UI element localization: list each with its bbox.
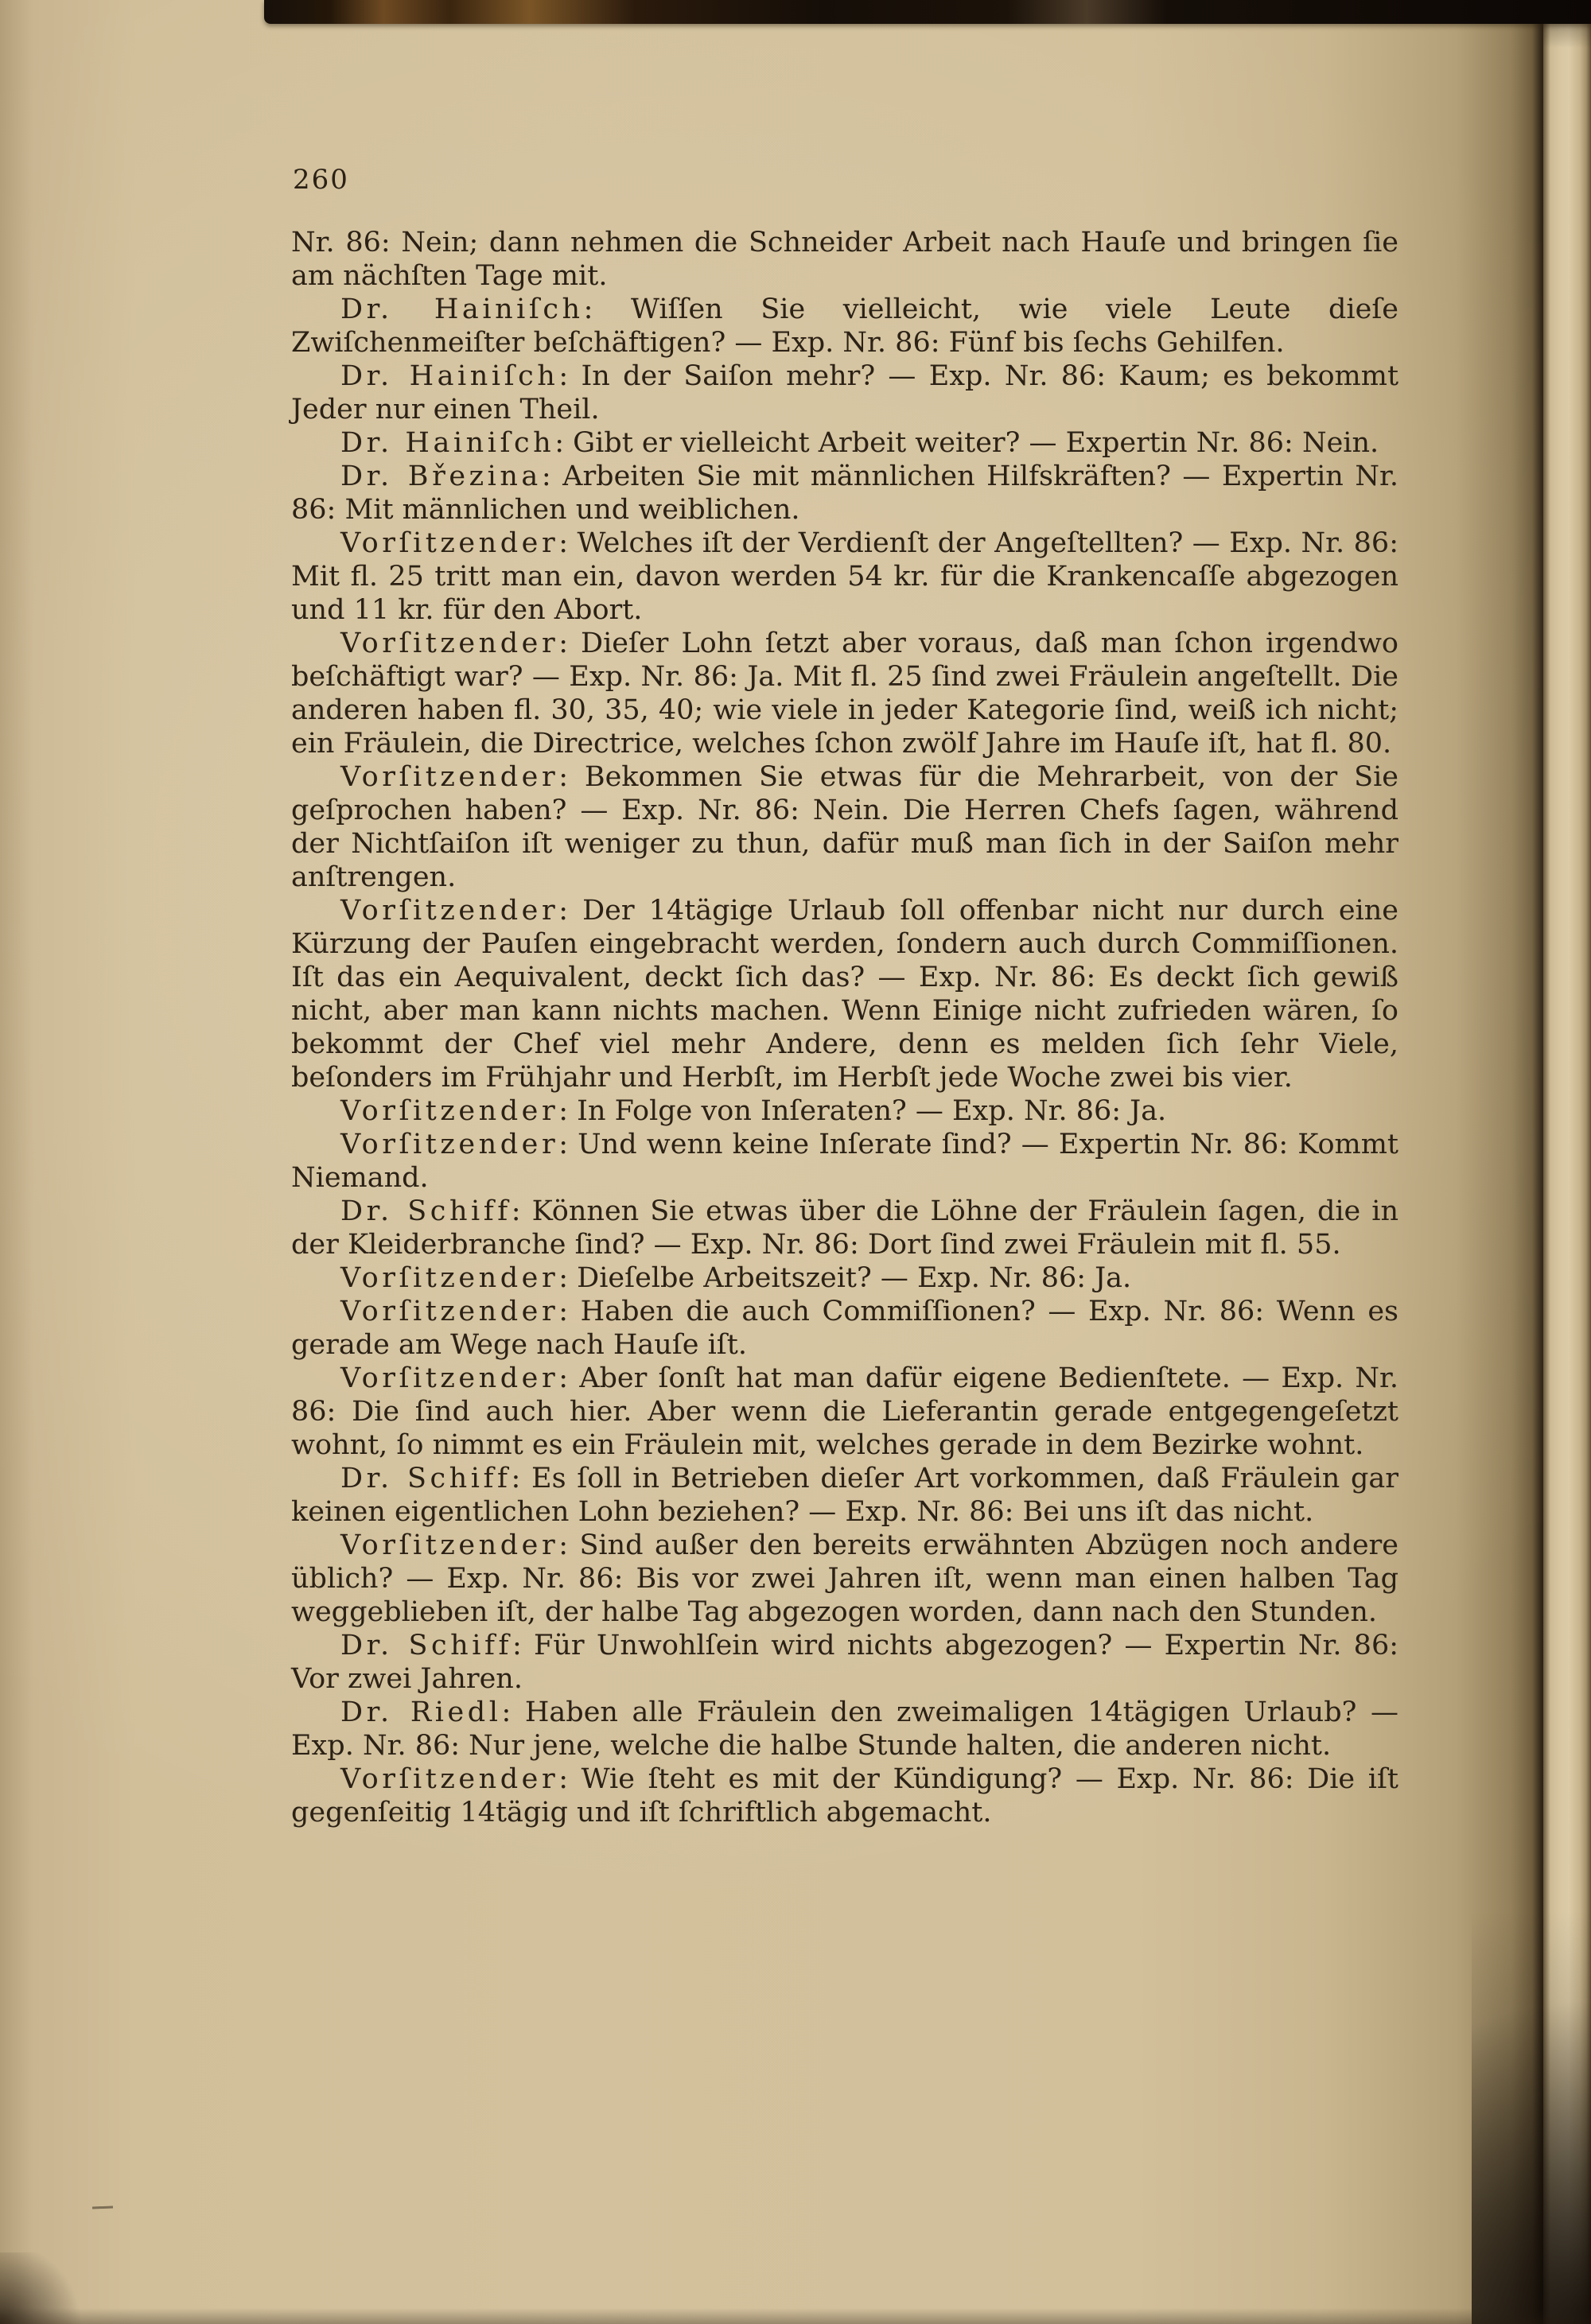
speaker-name: Vorſitzender [340,1529,559,1561]
speaker-name: Vorſitzender [340,1262,559,1294]
speaker-name: Dr. Hainiſch [340,360,559,392]
paragraph: Vorſitzender: In Folge von Inſeraten? — Exp. Nr. 86: Ja. [340,1095,1167,1127]
book-top-edge [264,0,1591,24]
speaker-name: Vorſitzender [340,1362,559,1394]
text-block [291,226,1398,1829]
page-bottom-right-shadow [1472,1910,1591,2324]
speaker-name: Dr. Schiff [340,1630,513,1661]
paragraph: Vorſitzender: Welches iſt der Verdienſt der Angeſtellten? — Exp. Nr. 86: Mit fl. 25 tritt man ein, davon werden 54 kr. für die Krankencaſſe abgezogen und 11 kr. für den Abort. [291,527,1398,626]
speaker-name: Vorſitzender [340,1763,559,1795]
paragraph: Vorſitzender: Wie ſteht es mit der Kündigung? — Exp. Nr. 86: Die iſt gegenſeitig 14tägig und iſt ſchriftlich abgemacht. [291,1763,1398,1828]
paragraph: Dr. Hainiſch: Gibt er vielleicht Arbeit weiter? — Expertin Nr. 86: Nein. [340,427,1379,459]
paragraph: Vorſitzender: Dieſer Lohn ſetzt aber voraus, daß man ſchon irgendwo beſchäftigt war? — Exp. Nr. 86: Ja. Mit fl. 25 ſind zwei Fräulein angeſtellt. Die anderen haben fl. 30, 35, 40; wie viele in jeder Kategorie ſind, weiß ich nicht; ein Fräulein, die Directrice, welches ſchon zwölf Jahre im Hauſe iſt, hat fl. 80. [291,628,1398,760]
paragraph: Vorſitzender: Sind außer den bereits erwähnten Abzügen noch andere üblich? — Exp. Nr. 86: Bis vor zwei Jahren iſt, wenn man einen halben Tag weggeblieben iſt, der halbe Tag abgezogen worden, dann nach den Stunden. [291,1529,1398,1628]
speaker-name: Dr. Březina [340,461,542,492]
paragraph: Vorſitzender: Haben die auch Commiſſionen? — Exp. Nr. 86: Wenn es gerade am Wege nach Hauſe iſt. [291,1296,1398,1361]
paragraph: Dr. Hainiſch: Wiſſen Sie vielleicht, wie viele Leute dieſe Zwiſchenmeiſter beſchäftigen? — Exp. Nr. 86: Fünf bis ſechs Gehilfen. [291,293,1398,359]
paragraph: Vorſitzender: Und wenn keine Inſerate ſind? — Expertin Nr. 86: Kommt Niemand. [291,1129,1398,1194]
paragraph: Vorſitzender: Der 14tägige Urlaub ſoll offenbar nicht nur durch eine Kürzung der Pauſen eingebracht werden, ſondern auch durch Commiſſionen. Iſt das ein Aequivalent, deckt ſich das? — Exp. Nr. 86: Es deckt ſich gewiß nicht, aber man kann nichts machen. Wenn Einige nicht zufrieden wären, ſo bekommt der Chef viel mehr Andere, denn es melden ſich ſehr Viele, beſonders im Frühjahr und Herbſt, im Herbſt jede Woche zwei bis vier. [291,895,1398,1094]
speaker-name: Vorſitzender [340,628,559,659]
speaker-name: Vorſitzender [340,1296,559,1327]
paragraph: Vorſitzender: Dieſelbe Arbeitszeit? — Exp. Nr. 86: Ja. [340,1262,1132,1294]
speaker-name: Vorſitzender [340,761,559,793]
speaker-name: Dr. Riedl [340,1696,502,1728]
paragraph: Dr. Březina: Arbeiten Sie mit männlichen Hilfskräften? — Expertin Nr. 86: Mit männlichen und weiblichen. [291,461,1398,526]
speaker-name: Vorſitzender [340,1095,559,1127]
paragraph: Nr. 86: Nein; dann nehmen die Schneider Arbeit nach Hauſe und bringen ſie am nächſten Tage mit. [291,227,1398,292]
speaker-name: Vorſitzender [340,1129,559,1160]
speaker-name: Dr. Hainiſch [340,427,555,459]
paragraph: Vorſitzender: Aber ſonſt hat man dafür eigene Bedienſtete. — Exp. Nr. 86: Die ſind auch hier. Aber wenn die Lieferantin gerade entgegengeſetzt wohnt, ſo nimmt es ein Fräulein mit, welches gerade in dem Bezirke wohnt. [291,1362,1398,1461]
speaker-name: Dr. Schiff [340,1463,512,1494]
speaker-name: Vorſitzender [340,895,559,927]
speaker-name: Dr. Hainiſch [340,293,584,325]
bottom-edge-shadow [0,2308,1591,2324]
paragraph: Dr. Schiff: Für Unwohlſein wird nichts abgezogen? — Expertin Nr. 86: Vor zwei Jahren. [291,1630,1399,1695]
speaker-name: Vorſitzender [340,527,559,559]
page-number: 260 [293,164,349,196]
paragraph: Dr. Schiff: Können Sie etwas über die Löhne der Fräulein ſagen, die in der Kleiderbranche ſind? — Exp. Nr. 86: Dort ſind zwei Fräulein mit fl. 55. [291,1195,1398,1261]
paragraph: Vorſitzender: Bekommen Sie etwas für die Mehrarbeit, von der Sie geſprochen haben? — Exp. Nr. 86: Nein. Die Herren Chefs ſagen, während der Nichtſaiſon iſt weniger zu thun, dafür muß man ſich in der Saiſon mehr anſtrengen. [291,761,1398,893]
paragraph: Dr. Riedl: Haben alle Fräulein den zweimaligen 14tägigen Urlaub? — Exp. Nr. 86: Nur jene, welche die halbe Stunde halten, die anderen nicht. [291,1696,1399,1762]
paragraph: Dr. Hainiſch: In der Saiſon mehr? — Exp. Nr. 86: Kaum; es bekommt Jeder nur einen Theil. [291,360,1399,426]
speaker-name: Dr. Schiff [340,1195,512,1227]
paragraph: Dr. Schiff: Es ſoll in Betrieben dieſer Art vorkommen, daß Fräulein gar keinen eigentlichen Lohn beziehen? — Exp. Nr. 86: Bei uns iſt das nicht. [291,1463,1398,1528]
